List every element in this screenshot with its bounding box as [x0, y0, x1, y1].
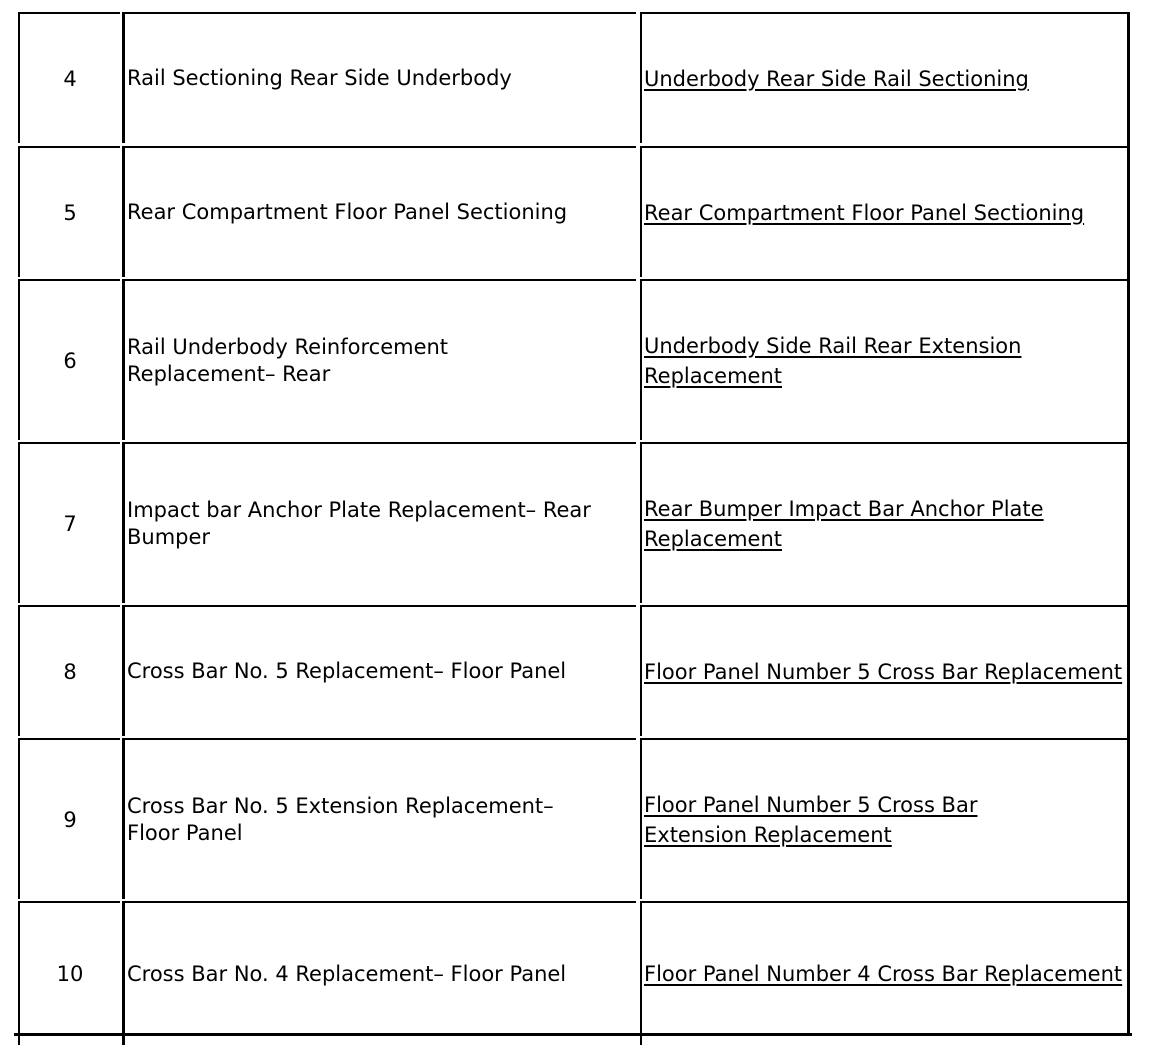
row-number: 8 [18, 605, 120, 736]
row-number: 5 [18, 146, 120, 277]
procedure-link-cell [640, 442, 1128, 603]
table-row [14, 901, 1128, 1045]
procedure-link-cell [640, 279, 1128, 440]
table-row [14, 605, 1128, 736]
procedure-link-cell [640, 738, 1128, 899]
procedure-description: Cross Bar No. 5 Replacement– Floor Panel [122, 605, 636, 736]
procedure-description: Impact bar Anchor Plate Replacement– Rear Bumper [122, 442, 636, 603]
procedure-description: Rail Sectioning Rear Side Underbody [122, 12, 636, 143]
procedure-link[interactable]: Floor Panel Number 4 Cross Bar Replacement [644, 962, 1123, 986]
row-number: 9 [18, 738, 120, 899]
procedure-link[interactable]: Underbody Rear Side Rail Sectioning [644, 66, 1029, 91]
table-bottom-border [14, 1033, 1132, 1036]
table-row [14, 279, 1128, 440]
row-number: 6 [18, 279, 120, 440]
table-row [14, 12, 1128, 143]
table-row [14, 738, 1128, 899]
procedure-link[interactable]: Floor Panel Number 5 Cross Bar Extension Replacement [644, 792, 978, 847]
procedure-link-cell [640, 12, 1128, 143]
procedure-link[interactable]: Rear Compartment Floor Panel Sectioning [644, 200, 1085, 225]
procedure-description: Cross Bar No. 4 Replacement– Floor Panel [122, 901, 636, 1045]
procedure-link-cell [640, 146, 1128, 277]
row-number: 10 [18, 901, 120, 1045]
procedure-link-cell [640, 605, 1128, 736]
procedure-link[interactable]: Underbody Side Rail Rear Extension Replacement [644, 333, 1022, 388]
row-number: 4 [18, 12, 120, 143]
procedure-description: Cross Bar No. 5 Extension Replacement– Floor Panel [122, 738, 636, 899]
table-row [14, 442, 1128, 603]
procedure-link-cell [640, 901, 1128, 1045]
procedure-table [14, 12, 1132, 1036]
row-number: 7 [18, 442, 120, 603]
procedure-link[interactable]: Floor Panel Number 5 Cross Bar Replacement [644, 659, 1123, 684]
table-right-border [1127, 12, 1130, 1036]
procedure-description: Rear Compartment Floor Panel Sectioning [122, 146, 636, 277]
procedure-description: Rail Underbody Reinforcement Replacement– Rear [122, 279, 636, 440]
procedure-link[interactable]: Rear Bumper Impact Bar Anchor Plate Replacement [644, 496, 1044, 551]
table-row [14, 146, 1128, 277]
